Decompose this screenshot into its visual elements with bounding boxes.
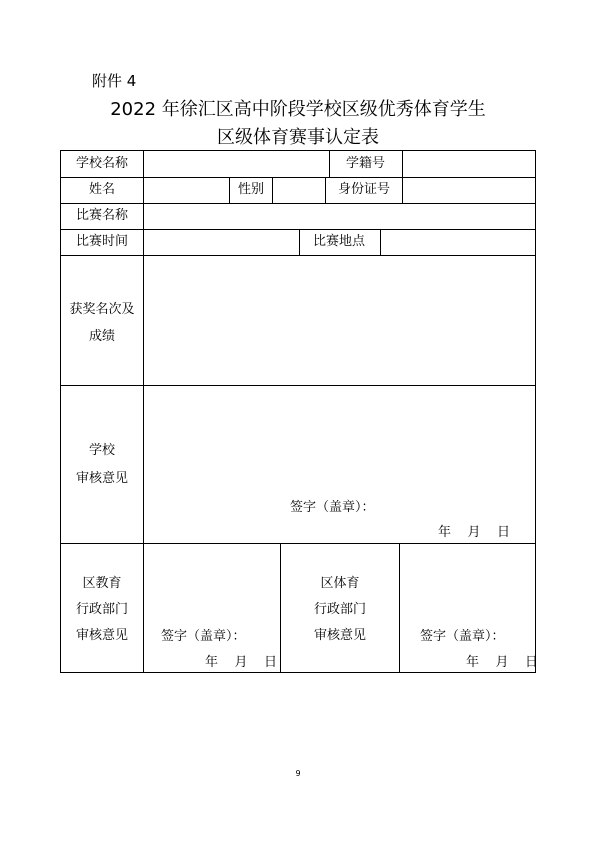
school-name-label: 学校名称 <box>76 156 129 171</box>
district-education-signature-label: 签字（盖章）： <box>161 629 246 644</box>
document-title-line-1: 2022 年徐汇区高中阶段学校区级优秀体育学生 <box>110 99 486 120</box>
document-title-line-2: 区级体育赛事认定表 <box>217 127 379 148</box>
name-label: 姓名 <box>89 182 116 197</box>
award-label-line-2: 成绩 <box>88 329 115 344</box>
student-id-label-left-divider <box>329 150 330 177</box>
district-sports-label-line-2: 行政部门 <box>313 602 366 617</box>
id-number-label: 身份证号 <box>338 182 391 197</box>
row-divider-competition-name <box>60 229 536 230</box>
district-sports-label-line-3: 审核意见 <box>313 628 366 643</box>
gender-label: 性别 <box>238 182 265 197</box>
school-signature-label: 签字（盖章）： <box>290 500 375 515</box>
district-sports-signature-label: 签字（盖章）： <box>420 629 505 644</box>
table-border-right <box>535 150 536 673</box>
student-id-label: 学籍号 <box>346 156 386 171</box>
row-divider-name <box>60 203 536 204</box>
gender-label-right-divider <box>272 177 273 203</box>
location-label-left-divider <box>299 229 300 255</box>
row-divider-competition-time <box>60 255 536 256</box>
page-number: 9 <box>295 769 301 778</box>
table-border-top <box>60 150 536 151</box>
gender-label-left-divider <box>229 177 230 203</box>
id-number-label-right-divider <box>402 177 403 203</box>
location-label-right-divider <box>380 229 381 255</box>
competition-location-label: 比赛地点 <box>313 234 366 249</box>
certification-form-table <box>60 150 539 673</box>
competition-name-label: 比赛名称 <box>76 208 129 223</box>
row-divider-school-name <box>60 177 536 178</box>
attachment-label: 附件 4 <box>92 72 137 90</box>
district-education-date-label: 年 月 日 <box>205 655 278 670</box>
district-education-label-line-2: 行政部门 <box>75 602 128 617</box>
district-education-label-line-1: 区教育 <box>82 576 122 591</box>
table-border-bottom <box>60 672 536 673</box>
district-education-label-line-3: 审核意见 <box>75 628 128 643</box>
student-id-label-right-divider <box>402 150 403 177</box>
school-review-label-line-1: 学校 <box>88 443 115 458</box>
row-divider-award <box>60 385 536 386</box>
row-divider-school-review <box>60 543 536 544</box>
district-sports-date-label: 年 月 日 <box>466 655 539 670</box>
school-date-label: 年 月 日 <box>438 525 511 540</box>
award-label-line-1: 获奖名次及 <box>69 302 135 317</box>
competition-time-label: 比赛时间 <box>76 234 129 249</box>
id-number-label-left-divider <box>325 177 326 203</box>
district-sports-label-line-1: 区体育 <box>320 576 360 591</box>
school-review-label-line-2: 审核意见 <box>75 471 128 486</box>
